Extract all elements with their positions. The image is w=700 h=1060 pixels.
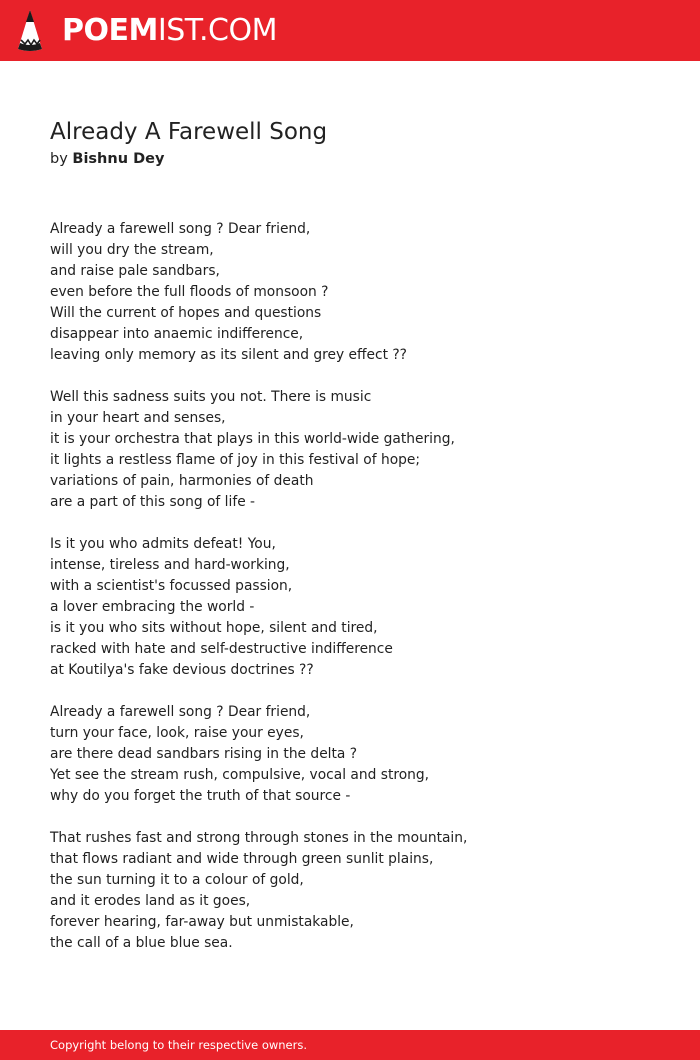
poem-line: and raise pale sandbars, [50, 263, 220, 279]
pencil-tip-logo-icon[interactable] [17, 9, 43, 52]
poem-line: the sun turning it to a colour of gold, [50, 872, 304, 888]
poem-line: forever hearing, far-away but unmistakable, [50, 914, 354, 930]
poem-line: Yet see the stream rush, compulsive, vocal and strong, [50, 767, 430, 783]
poem-line: are a part of this song of life - [50, 494, 256, 510]
by-label: by [50, 151, 68, 167]
poem-author: Bishnu Dey [72, 151, 165, 167]
poem-line: That rushes fast and strong through stones in the mountain, [50, 830, 468, 846]
poem-line: racked with hate and self-destructive indifference [50, 641, 393, 657]
copyright-notice: Copyright belong to their respective owners. [50, 1038, 308, 1052]
logo-bold-text: POEM [62, 13, 158, 48]
site-header [0, 0, 700, 61]
poem-line: will you dry the stream, [50, 242, 214, 258]
poem-line: the call of a blue blue sea. [50, 935, 233, 951]
poem-line: disappear into anaemic indifference, [50, 326, 304, 342]
poem-line: turn your face, look, raise your eyes, [50, 725, 304, 741]
logo-light-text: IST.COM [157, 13, 277, 48]
site-footer [0, 1030, 700, 1060]
poem-body [50, 219, 670, 975]
poem-stanza [50, 387, 670, 513]
poem-line: variations of pain, harmonies of death [50, 473, 314, 489]
poem-line: in your heart and senses, [50, 410, 226, 426]
poem-line: Well this sadness suits you not. There is music [50, 389, 372, 405]
poem-line: Will the current of hopes and questions [50, 305, 322, 321]
poem-stanza [50, 534, 670, 681]
poem-line: it is your orchestra that plays in this world-wide gathering, [50, 431, 455, 447]
poem-line: Is it you who admits defeat! You, [50, 536, 276, 552]
poem-line: it lights a restless flame of joy in this festival of hope; [50, 452, 421, 468]
poem-line: leaving only memory as its silent and grey effect ?? [50, 347, 408, 363]
poem-line: and it erodes land as it goes, [50, 893, 251, 909]
poem-stanza [50, 702, 670, 807]
poem-stanza [50, 219, 670, 366]
poem-line: why do you forget the truth of that source - [50, 788, 351, 804]
poem-byline [50, 148, 164, 170]
poem-line: is it you who sits without hope, silent and tired, [50, 620, 378, 636]
poem-line: intense, tireless and hard-working, [50, 557, 290, 573]
poem-line: with a scientist's focussed passion, [50, 578, 293, 594]
poem-line: are there dead sandbars rising in the delta ? [50, 746, 358, 762]
poem-stanza [50, 828, 670, 954]
poem-line: a lover embracing the world - [50, 599, 255, 615]
poem-title: Already A Farewell Song [50, 119, 328, 145]
poem-line: Already a farewell song ? Dear friend, [50, 704, 311, 720]
site-logo[interactable] [62, 12, 277, 50]
poem-line: Already a farewell song ? Dear friend, [50, 221, 311, 237]
poem-line: at Koutilya's fake devious doctrines ?? [50, 662, 314, 678]
poem-line: that flows radiant and wide through green sunlit plains, [50, 851, 434, 867]
poem-line: even before the full floods of monsoon ? [50, 284, 329, 300]
